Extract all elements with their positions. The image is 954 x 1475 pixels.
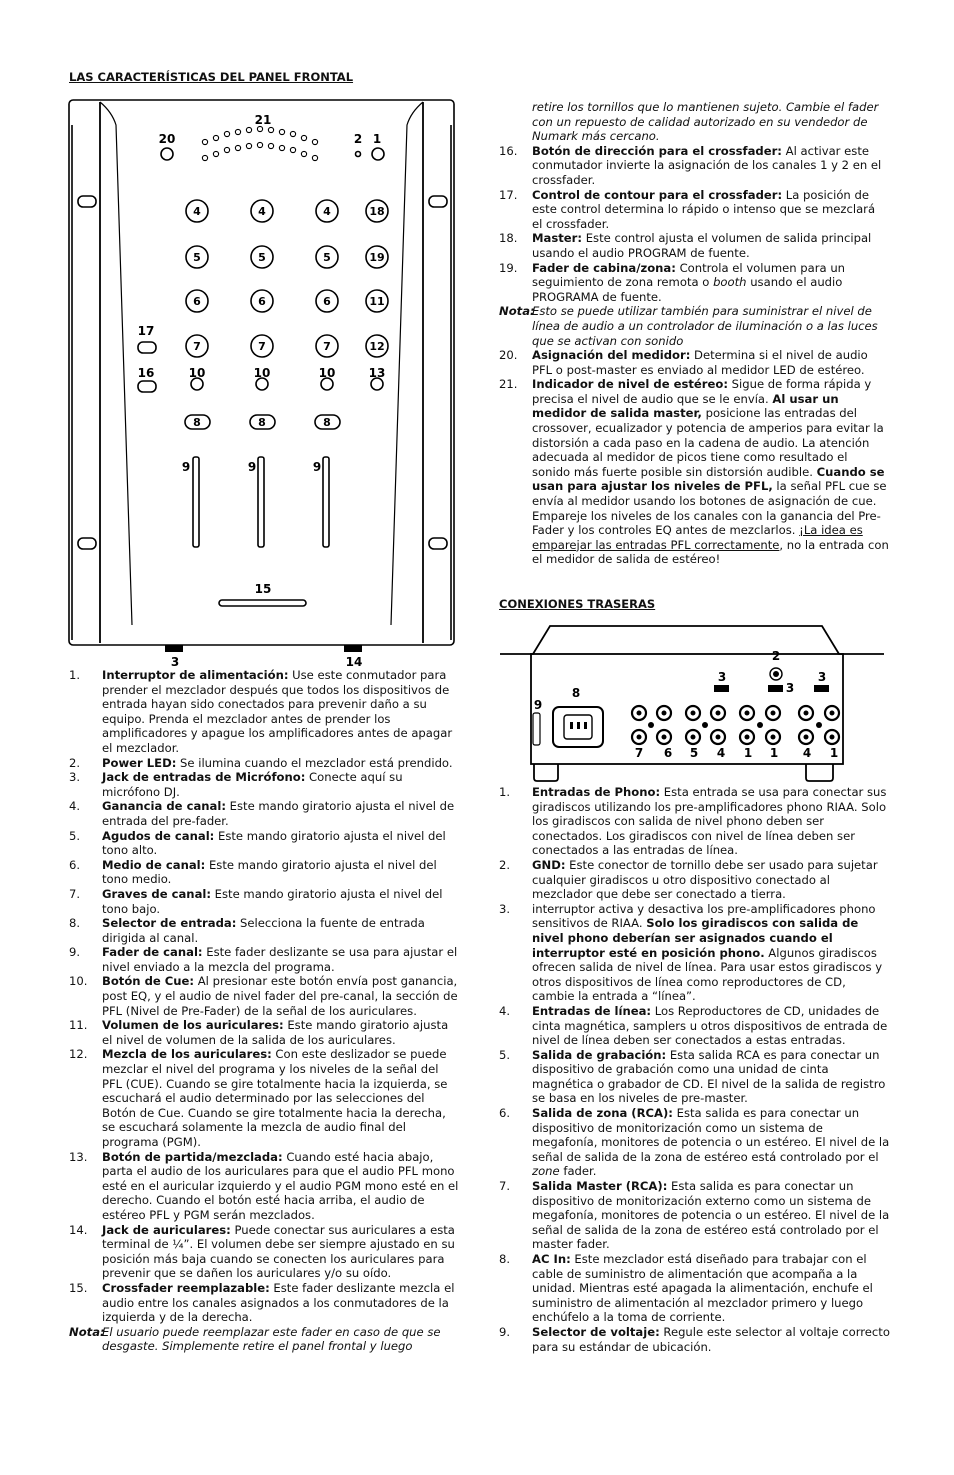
rear-panel-list (499, 785, 891, 1354)
list-item: 2. Power LED: Se ilumina cuando el mezclador está prendido. (69, 755, 453, 770)
svg-text:9: 9 (247, 460, 257, 474)
svg-text:7: 7 (634, 746, 644, 760)
svg-text:11: 11 (369, 295, 385, 308)
rear-panel-diagram (499, 620, 887, 785)
svg-text:18: 18 (369, 205, 385, 218)
svg-text:5: 5 (323, 251, 331, 264)
svg-text:1: 1 (372, 132, 382, 146)
svg-text:19: 19 (369, 251, 385, 264)
svg-text:8: 8 (258, 416, 266, 429)
svg-text:6: 6 (258, 295, 266, 308)
note-continuation: retire los tornillos que lo mantienen sujeto. Cambie el fader con un repuesto de calidad autorizado en su vendedor de Numark más cercano. (532, 100, 879, 144)
svg-text:3: 3 (817, 670, 827, 684)
list-item: 5. Agudos de canal: Este mando giratorio ajusta el nivel del tono alto. (69, 828, 446, 858)
svg-text:7: 7 (258, 340, 266, 353)
list-item: 3. Jack de entradas de Micrófono: Conecte aquí su micrófono DJ. (69, 770, 403, 799)
svg-text:9: 9 (312, 460, 322, 474)
list-item: 19. Fader de cabina/zona: Controla el volumen para un seguimiento de zona remota o booth usando el audio PROGRAMA de fuente. (499, 260, 846, 304)
svg-text:10: 10 (318, 366, 336, 380)
svg-text:2: 2 (771, 649, 781, 663)
front-panel-list-1 (69, 668, 459, 1354)
list-item: 4. Entradas de línea: Los Reproductores de CD, unidades de cinta magnética, samplers u otros dispositivos de entrada de nivel de línea deben ser conectados a estas entradas. (499, 1003, 888, 1048)
svg-text:5: 5 (689, 746, 699, 760)
svg-text:9: 9 (181, 460, 191, 474)
svg-text:6: 6 (663, 746, 673, 760)
list-item: 2. GND: Este conector de tornillo debe ser usado para sujetar cualquier giradiscos u otro dispositivo conectado al mezclador que debe ser conectado a tierra. (499, 857, 878, 902)
list-item: 13. Botón de partida/mezclada: Cuando esté hacia abajo, parta el audio de los auriculares para que el audio PFL mono esté en el auricular izquierdo y el audio PGM mono esté en el derecho. Cuando el botón esté hacia arriba, el audio de estéreo PFL y PGM serán mezclados. (69, 1149, 459, 1222)
svg-text:20: 20 (158, 132, 176, 146)
svg-text:3: 3 (785, 681, 795, 695)
svg-text:21: 21 (254, 113, 272, 127)
svg-text:1: 1 (829, 746, 839, 760)
svg-text:10: 10 (253, 366, 271, 380)
list-item: 10. Botón de Cue: Al presionar este botón envía post ganancia, post EQ, y el audio de nivel fader del pre-canal, la sección de PFL (Nivel de Pre-Fader) de la señal de los auriculares. (69, 974, 458, 1018)
list-item: 6. Medio de canal: Este mando giratorio ajusta el nivel del tono medio. (69, 857, 437, 887)
list-item: 17. Control de contour para el crossfader: La posición de este control determina lo rápido o intenso que se mezclará el crossfader. (499, 187, 876, 231)
list-item: 5. Salida de grabación: Esta salida RCA es para conectar un dispositivo de grabación como una unidad de cinta magnética o grabador de CD. El nivel de la salida de registro se basa en los niveles de pre-master. (499, 1047, 886, 1106)
svg-text:5: 5 (193, 251, 201, 264)
svg-text:4: 4 (193, 205, 201, 218)
list-item: 20. Asignación del medidor: Determina si el nivel de audio PFL o post-master es enviado al medidor LED de estéreo. (499, 348, 868, 377)
note: Nota: Esto se puede utilizar también para suministrar el nivel de línea de audio a un controlador de iluminación o a las luces que se activan con sonido (499, 304, 878, 348)
list-item: 18. Master: Este control ajusta el volumen de salida principal usando el audio PROGRAM de fuente. (499, 231, 872, 260)
svg-text:14: 14 (345, 655, 363, 669)
svg-text:7: 7 (323, 340, 331, 353)
svg-text:8: 8 (193, 416, 201, 429)
list-item: 1. Entradas de Phono: Esta entrada se usa para conectar sus giradiscos utilizando los pre-amplificadores phono RIAA. Solo los giradiscos con salida de nivel phono deben ser conectados. Los giradiscos con nivel de línea deben ser conectados a las entradas de línea. (499, 785, 887, 858)
list-item: 4. Ganancia de canal: Este mando giratorio ajusta el nivel de entrada del pre-fader. (69, 799, 455, 828)
list-item: 7. Salida Master (RCA): Esta salida es para conectar un dispositivo de monitorización externo como un sistema de megafonía, monitores de potencia o un estéreo. El nivel de la señal de salida de la zona de estéreo está controlado por el master fader. (499, 1179, 890, 1252)
svg-text:9: 9 (533, 698, 543, 712)
list-item: 8. Selector de entrada: Selecciona la fuente de entrada dirigida al canal. (69, 916, 425, 945)
svg-text:6: 6 (323, 295, 331, 308)
list-item: 9. Fader de canal: Este fader deslizante se usa para ajustar el nivel enviado a la mezcla del programa. (69, 945, 458, 974)
svg-text:1: 1 (743, 746, 753, 760)
front-panel-diagram (66, 95, 458, 670)
list-item: 8. AC In: Este mezclador está diseñado para trabajar con el cable de suministro de alimentación que acompaña a la unidad. Mientras esté apagada la alimentación, enchufe el suministro de alimentación al mezclador primero y luego enchúfelo a la toma de corriente. (499, 1252, 873, 1325)
svg-text:8: 8 (323, 416, 331, 429)
rear-panel-heading: CONEXIONES TRASERAS (499, 597, 656, 611)
svg-text:1: 1 (769, 746, 779, 760)
svg-text:15: 15 (254, 582, 272, 596)
list-item: 7. Graves de canal: Este mando giratorio ajusta el nivel del tono bajo. (69, 886, 443, 916)
svg-text:16: 16 (137, 366, 155, 380)
svg-text:12: 12 (369, 340, 385, 353)
list-item: 1. Interruptor de alimentación: Use este conmutador para prender el mezclador después que todos los dispositivos de entrada hayan sido conectados para prevenir daño a su equipo. Prenda el mezclador antes de prender los amplificadores y apague los amplificadores antes de apagar el mezclador. (69, 668, 453, 755)
list-item: 21. Indicador de nivel de estéreo: Sigue de forma rápida y precisa el nivel de audio que se le envía. Al usar un medidor de salida master, posicione las entradas del crossover, ecualizador y potencia de amperios para evitar la distorsión a cada paso en la cadena de audio. La atención adecuada al medidor de picos tiene como resultado el sonido más fuerte posible sin distorsión audible. Cuando se usan para ajustar los niveles de PFL, la señal PFL cue se envía al medidor usando los botones de asignación de cue. Empareje los niveles de los canales con la ganancia del Pre-Fader y los controles EQ antes de mezclarlos. ¡La idea es emparejar las entradas PFL correctamente, no la entrada con el medidor de salida de estéreo! (499, 377, 889, 567)
svg-text:3: 3 (717, 670, 727, 684)
svg-text:4: 4 (258, 205, 266, 218)
list-item: 9. Selector de voltaje: Regule este selector al voltaje correcto para su estándar de ubicación. (499, 1324, 890, 1354)
svg-text:2: 2 (353, 132, 363, 146)
svg-text:4: 4 (802, 746, 812, 760)
list-item: 3. interruptor activa y desactiva los pre-amplificadores phono sensitivos de RIAA. Solo los giradiscos con salida de nivel phono deberían ser asignados cuando el interruptor esté en posición phono. Algunos giradiscos ofrecen salida de nivel de línea. Para usar estos giradiscos y otros dispositivos de línea como reproductores de CD, cambie la entrada a “línea”. (499, 901, 883, 1004)
list-item: 15. Crossfader reemplazable: Este fader deslizante mezcla el audio entre los canales asignados a los conmutadores de la izquierda y de la derecha. (69, 1280, 455, 1325)
list-item: 6. Salida de zona (RCA): Esta salida es para conectar un dispositivo de monitorización como un sistema de megafonía, monitores de potencia o un estéreo. El nivel de la señal de salida de la zona de estéreo está controlado por el zone fader. (499, 1106, 890, 1179)
svg-text:5: 5 (258, 251, 266, 264)
svg-text:6: 6 (193, 295, 201, 308)
svg-text:4: 4 (323, 205, 331, 218)
svg-text:7: 7 (193, 340, 201, 353)
note: Nota: El usuario puede reemplazar este fader en caso de que se desgaste. Simplemente retire el panel frontal y luego (69, 1324, 441, 1354)
list-item: 14. Jack de auriculares: Puede conectar sus auriculares a esta terminal de ¼”. El volumen debe ser siempre ajustado en su posición más baja cuando se conecten los auriculares para prevenir que se dañen los auriculares y/o su oído. (69, 1222, 455, 1281)
front-panel-heading: LAS CARACTERÍSTICAS DEL PANEL FRONTAL (69, 70, 354, 84)
svg-text:3: 3 (170, 655, 180, 669)
front-panel-list-2 (499, 100, 889, 567)
list-item: 12. Mezcla de los auriculares: Con este deslizador se puede mezclar el nivel del programa y los niveles de la señal del PFL (CUE). Cuando se gire totalmente hacia la izquierda, se escuchará el audio determinado por las selecciones del Botón de Cue. Cuando se gire totalmente hacia la derecha, se escuchará solamente la mezcla de audio final del programa (PGM). (69, 1047, 448, 1149)
list-item: 11. Volumen de los auriculares: Este mando giratorio ajusta el nivel de volumen de la salida de los auriculares. (69, 1018, 449, 1047)
svg-text:13: 13 (368, 366, 386, 380)
svg-text:4: 4 (716, 746, 726, 760)
svg-text:10: 10 (188, 366, 206, 380)
list-item: 16. Botón de dirección para el crossfader: Al activar este conmutador invierte la asignación de los canales 1 y 2 en el crossfader. (499, 143, 882, 187)
svg-text:17: 17 (137, 324, 155, 338)
svg-text:8: 8 (571, 686, 581, 700)
